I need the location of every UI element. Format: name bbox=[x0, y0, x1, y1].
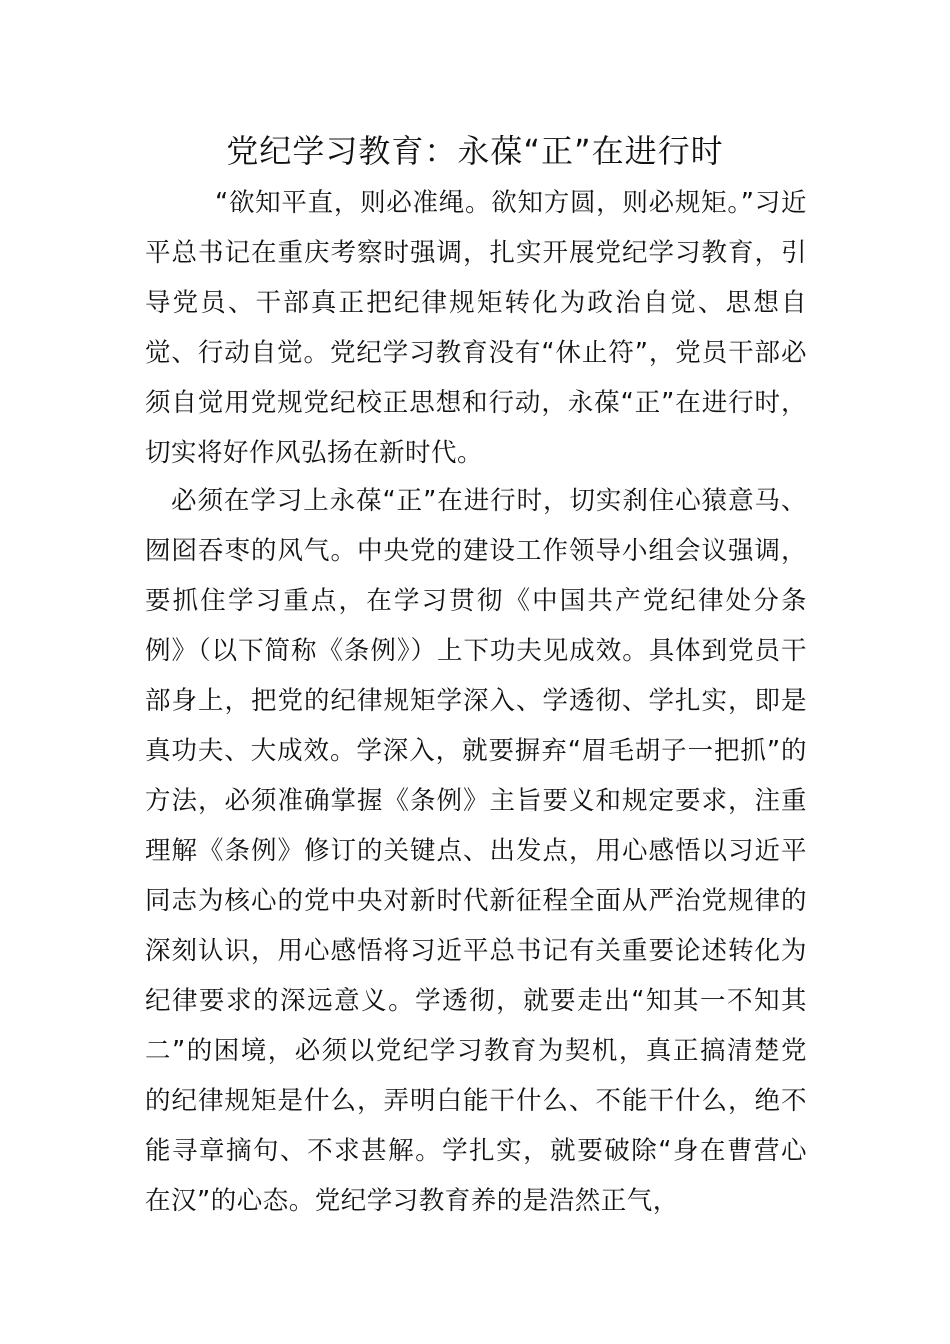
document-title: 党纪学习教育：永葆“正”在进行时 bbox=[226, 132, 724, 170]
paragraph-2: 必须在学习上永葆“正”在进行时，切实刹住心猿意马、囫囵吞枣的风气。中央党的建设工作领导小组会议强调，要抓住学习重点，在学习贯彻《中国共产党纪律处分条例》（以下简称《条例》）上下功夫见成效。具体到党员干部身上，把党的纪律规矩学深入、学透彻、学扎实，即是真功夫、大成效。学深入，就要摒弃“眉毛胡子一把抓”的方法，必须准确掌握《条例》主旨要义和规定要求，注重理解《条例》修订的关键点、出发点，用心感悟以习近平同志为核心的党中央对新时代新征程全面从严治党规律的深刻认识，用心感悟将习近平总书记有关重要论述转化为纪律要求的深远意义。学透彻，就要走出“知其一不知其二”的困境，必须以党纪学习教育为契机，真正搞清楚党的纪律规矩是什么，弄明白能干什么、不能干什么，绝不能寻章摘句、不求甚解。学扎实，就要破除“身在曹营心在汉”的心态。党纪学习教育养的是浩然正气， bbox=[145, 486, 807, 1216]
paragraph-1: “欲知平直，则必准绳。欲知方圆，则必规矩。”习近平总书记在重庆考察时强调，扎实开展党纪学习教育，引导党员、干部真正把纪律规矩转化为政治自觉、思想自觉、行动自觉。党纪学习教育没有“休止符”，党员干部必须自觉用党规党纪校正思想和行动，永葆“正”在进行时，切实将好作风弘扬在新时代。 bbox=[145, 188, 807, 468]
